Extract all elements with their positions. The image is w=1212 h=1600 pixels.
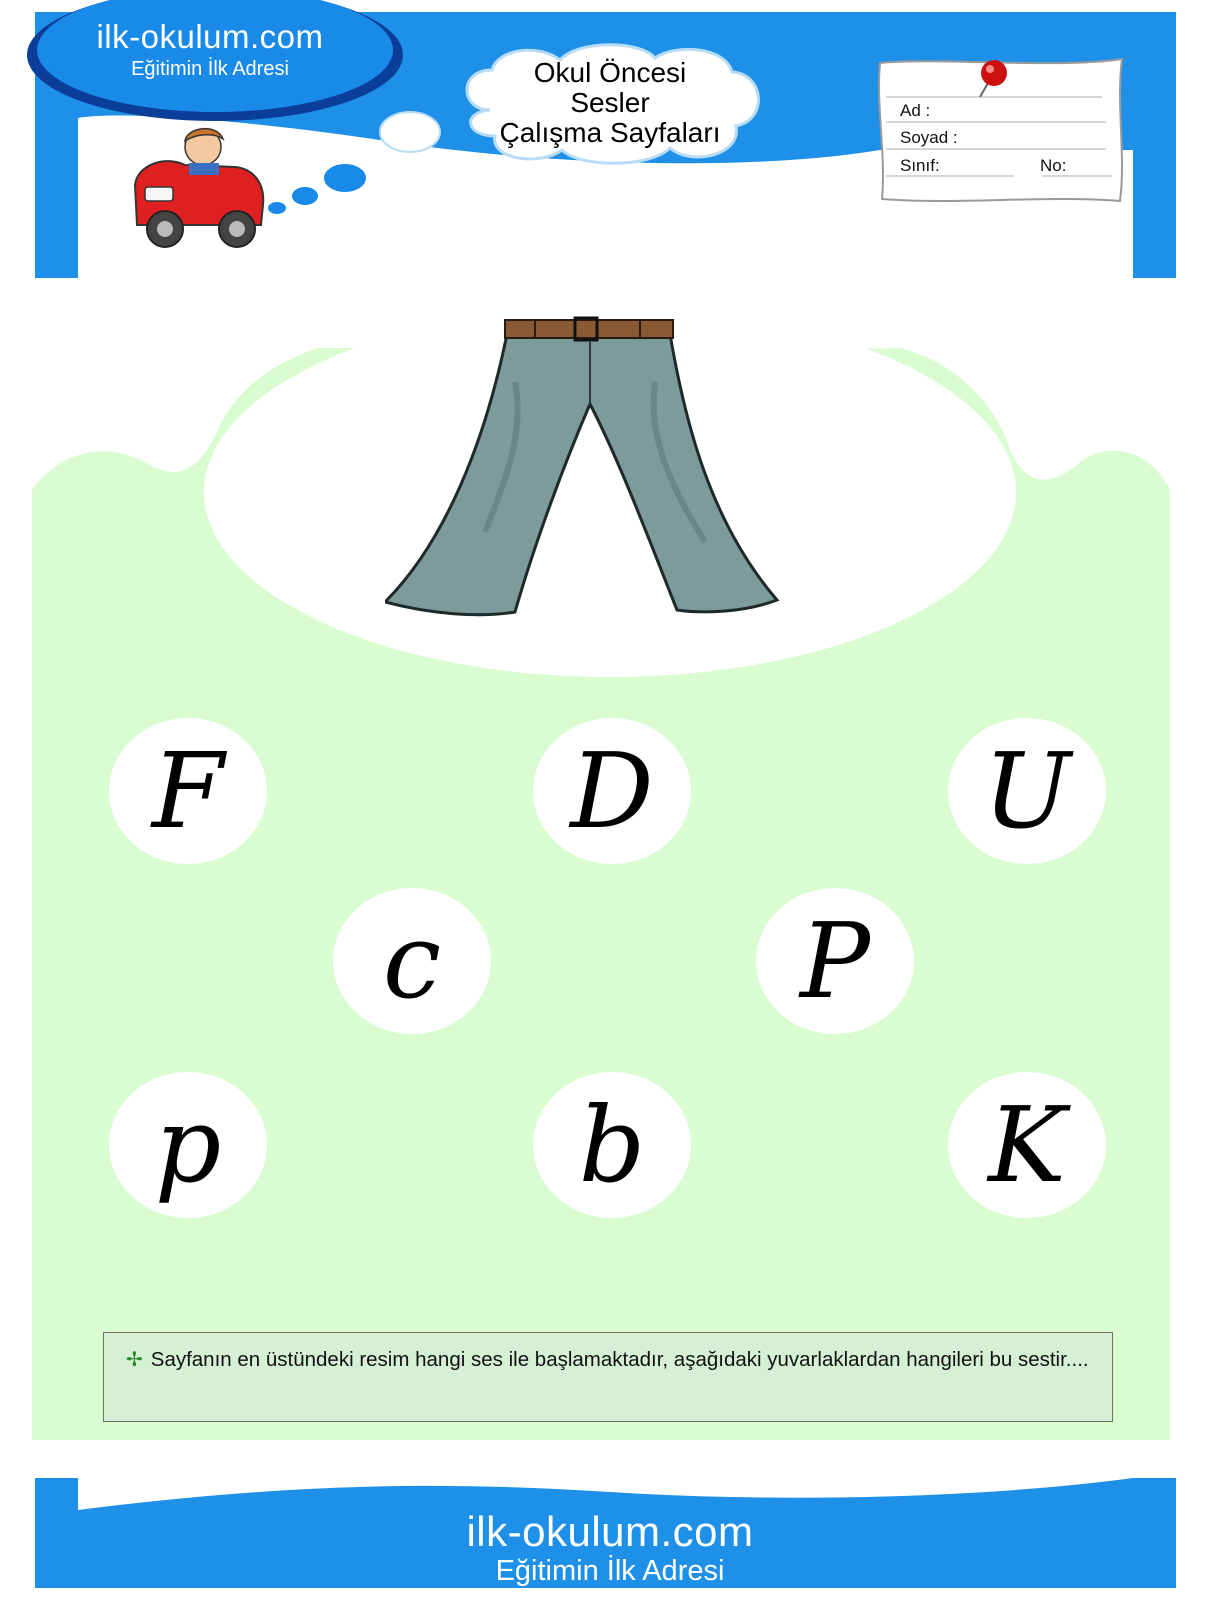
letter: p (154, 1084, 222, 1206)
letter-bubble[interactable] (533, 718, 691, 864)
surname-label: Soyad : (900, 128, 958, 147)
title-line-2: Sesler (570, 87, 650, 118)
number-label: No: (1040, 156, 1067, 175)
letter-bubble[interactable] (756, 888, 914, 1034)
letter-bubble[interactable] (109, 718, 267, 864)
title-line-3: Çalışma Sayfaları (499, 117, 721, 148)
letter: K (988, 1084, 1066, 1206)
letter-bubble[interactable] (333, 888, 491, 1034)
clover-icon: ✢ (126, 1349, 143, 1371)
letter: b (578, 1084, 646, 1206)
instruction-box (103, 1332, 1113, 1422)
title-line-1: Okul Öncesi (533, 57, 687, 88)
letter-bubble[interactable] (533, 1072, 691, 1218)
brand-site-name-top: ilk-okulum.com (96, 18, 324, 55)
letter-bubble[interactable] (109, 1072, 267, 1218)
letter: c (382, 900, 442, 1022)
letter: F (151, 730, 225, 852)
car-mascot-icon (125, 125, 385, 255)
brand-slogan-top: Eğitimin İlk Adresi (131, 58, 289, 80)
name-label: Ad : (900, 101, 931, 120)
letter: U (983, 730, 1071, 852)
pants-illustration (385, 312, 795, 630)
letter: P (800, 900, 870, 1022)
letter-bubble[interactable] (948, 1072, 1106, 1218)
letter-bubble[interactable] (948, 718, 1106, 864)
brand-site-name-bottom: ilk-okulum.com (466, 1508, 754, 1555)
brand-slogan-bottom: Eğitimin İlk Adresi (495, 1555, 725, 1587)
class-label: Sınıf: (900, 156, 940, 175)
letter: D (570, 730, 654, 852)
instruction-text: Sayfanın en üstündeki resim hangi ses ile başlamaktadır, aşağıdaki yuvarlaklardan hangileri bu sestir.... (150, 1348, 1089, 1371)
